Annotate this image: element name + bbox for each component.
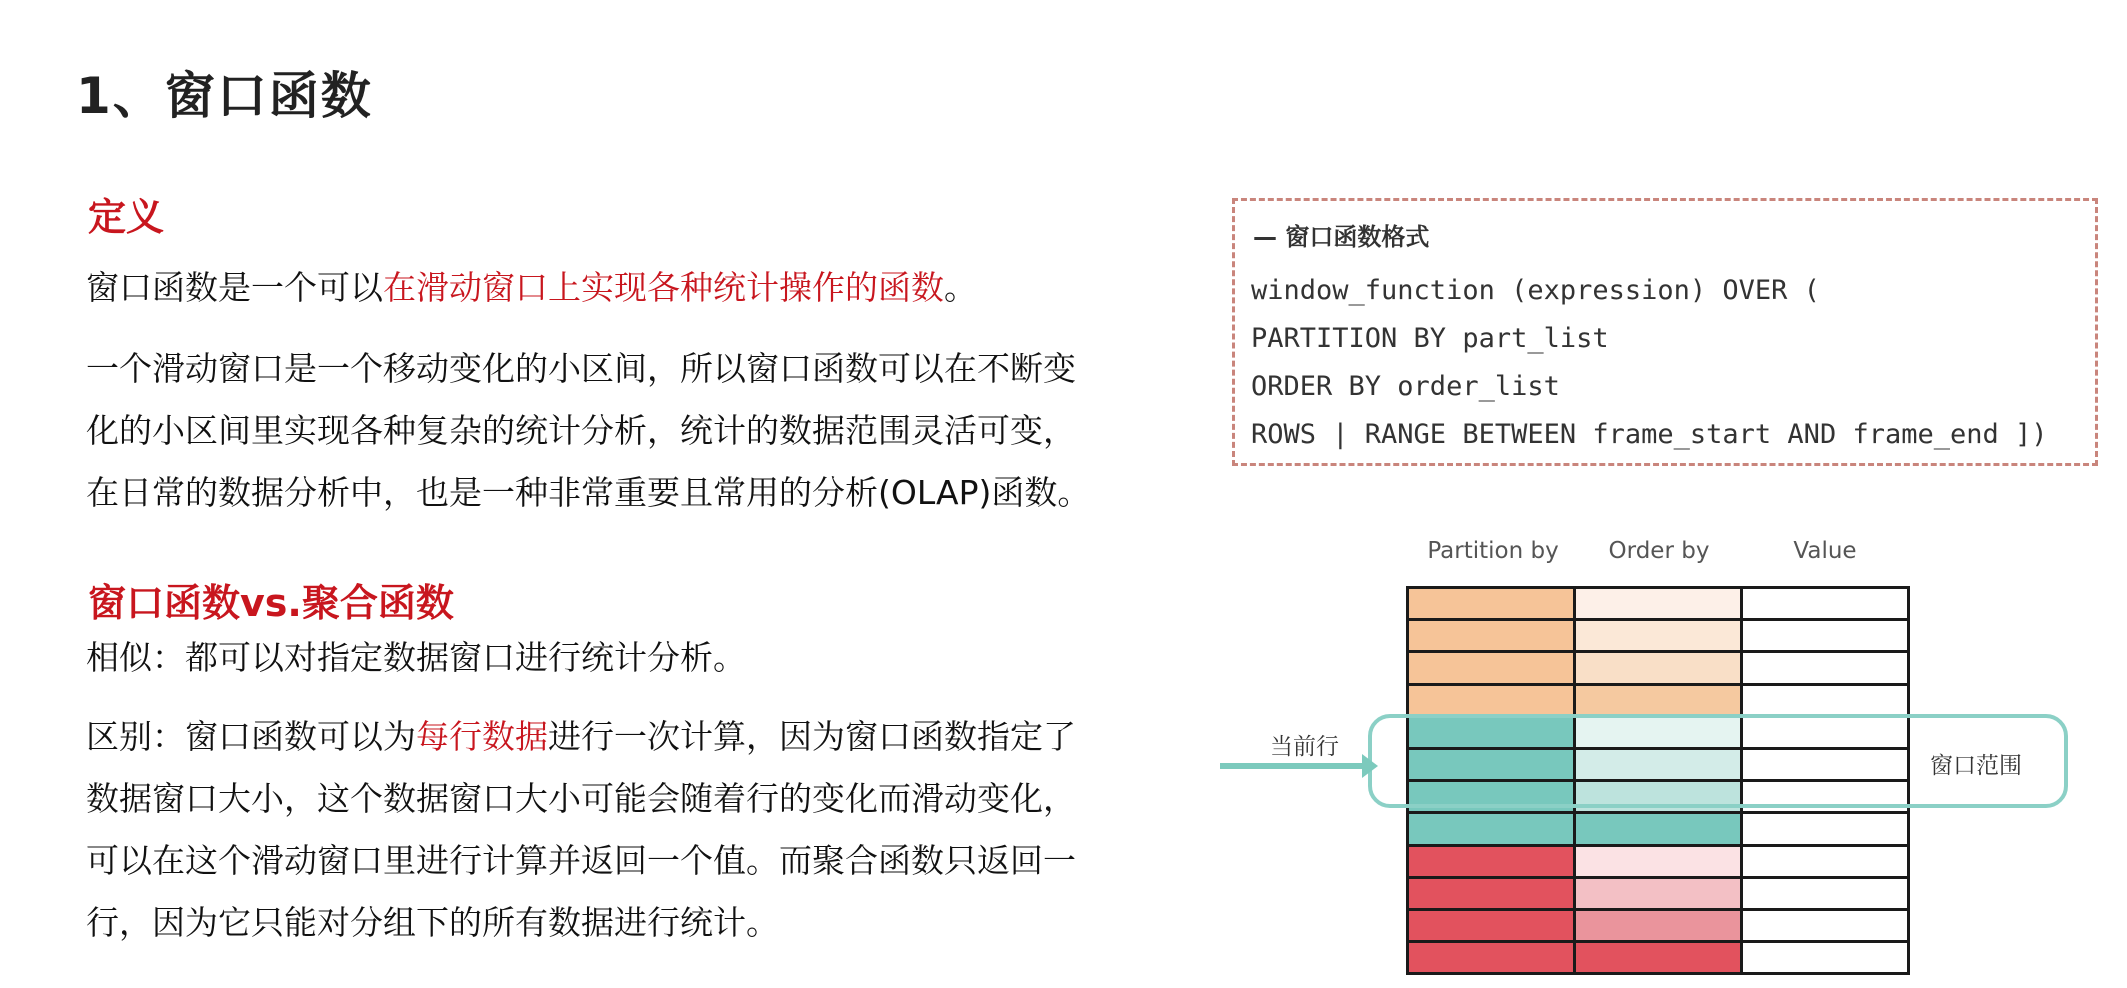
window-range-label: 窗口范围	[1930, 753, 2022, 779]
definition-heading: 定义	[88, 195, 165, 239]
window-diagram	[1230, 530, 2110, 988]
page-title: 1、窗口函数	[76, 67, 373, 125]
partition-cell	[1409, 589, 1573, 621]
text-run: 窗口函数是一个可以	[86, 268, 383, 307]
paragraph-line: 数据窗口大小，这个数据窗口大小可能会随着行的变化而滑动变化，	[86, 779, 1076, 818]
syntax-line: PARTITION BY part_list	[1251, 323, 1609, 354]
value-cell	[1743, 621, 1907, 653]
definition-paragraph-1	[86, 262, 977, 309]
text-run: 进行一次计算，因为窗口函数指定了	[548, 717, 1076, 756]
current-row-arrow	[1220, 763, 1366, 769]
order-cell	[1576, 686, 1740, 718]
partition-cell	[1409, 653, 1573, 685]
order-cell	[1576, 814, 1740, 846]
order-cell	[1576, 653, 1740, 685]
paragraph-line: 一个滑动窗口是一个移动变化的小区间，所以窗口函数可以在不断变	[86, 349, 1076, 388]
syntax-line: ROWS | RANGE BETWEEN frame_start AND frame_end ])	[1251, 419, 2048, 450]
paragraph-line	[86, 706, 1076, 768]
order-cell	[1576, 943, 1740, 975]
partition-cell	[1409, 879, 1573, 911]
column-header-order: Order by	[1608, 538, 1710, 564]
column-header-value: Value	[1793, 538, 1857, 564]
highlight-text: 在滑动窗口上实现各种统计操作的函数	[383, 268, 944, 307]
order-cell	[1576, 621, 1740, 653]
order-cell	[1576, 879, 1740, 911]
similarity-text: 相似：都可以对指定数据窗口进行统计分析。	[86, 638, 746, 677]
definition-paragraph-2	[86, 338, 1090, 524]
partition-cell	[1409, 847, 1573, 879]
column-header-partition: Partition by	[1427, 538, 1559, 564]
value-cell	[1743, 686, 1907, 718]
value-cell	[1743, 943, 1907, 975]
value-cell	[1743, 653, 1907, 685]
comparison-heading: 窗口函数vs.聚合函数	[88, 581, 454, 625]
partition-cell	[1409, 911, 1573, 943]
value-cell	[1743, 589, 1907, 621]
partition-cell	[1409, 943, 1573, 975]
paragraph-line: 化的小区间里实现各种复杂的统计分析，统计的数据范围灵活可变，	[86, 411, 1076, 450]
arrow-head-icon	[1362, 754, 1378, 778]
text-run: 区别：窗口函数可以为	[86, 717, 416, 756]
syntax-title: — 窗口函数格式	[1253, 223, 1430, 251]
order-cell	[1576, 847, 1740, 879]
partition-cell	[1409, 686, 1573, 718]
partition-cell	[1409, 814, 1573, 846]
syntax-line: window_function (expression) OVER (	[1251, 275, 1820, 306]
text-run: 。	[944, 268, 977, 307]
value-cell	[1743, 814, 1907, 846]
difference-paragraph	[86, 706, 1076, 954]
value-cell	[1743, 879, 1907, 911]
highlight-text: 每行数据	[416, 717, 548, 756]
order-cell	[1576, 589, 1740, 621]
value-cell	[1743, 911, 1907, 943]
paragraph-line: 在日常的数据分析中，也是一种非常重要且常用的分析(OLAP)函数。	[86, 473, 1091, 512]
order-cell	[1576, 911, 1740, 943]
paragraph-line: 行，因为它只能对分组下的所有数据进行统计。	[86, 903, 779, 942]
syntax-line: ORDER BY order_list	[1251, 371, 1560, 402]
current-row-label: 当前行	[1270, 734, 1339, 760]
value-cell	[1743, 847, 1907, 879]
paragraph-line: 可以在这个滑动窗口里进行计算并返回一个值。而聚合函数只返回一	[86, 841, 1076, 880]
partition-cell	[1409, 621, 1573, 653]
syntax-box	[1232, 198, 2098, 466]
